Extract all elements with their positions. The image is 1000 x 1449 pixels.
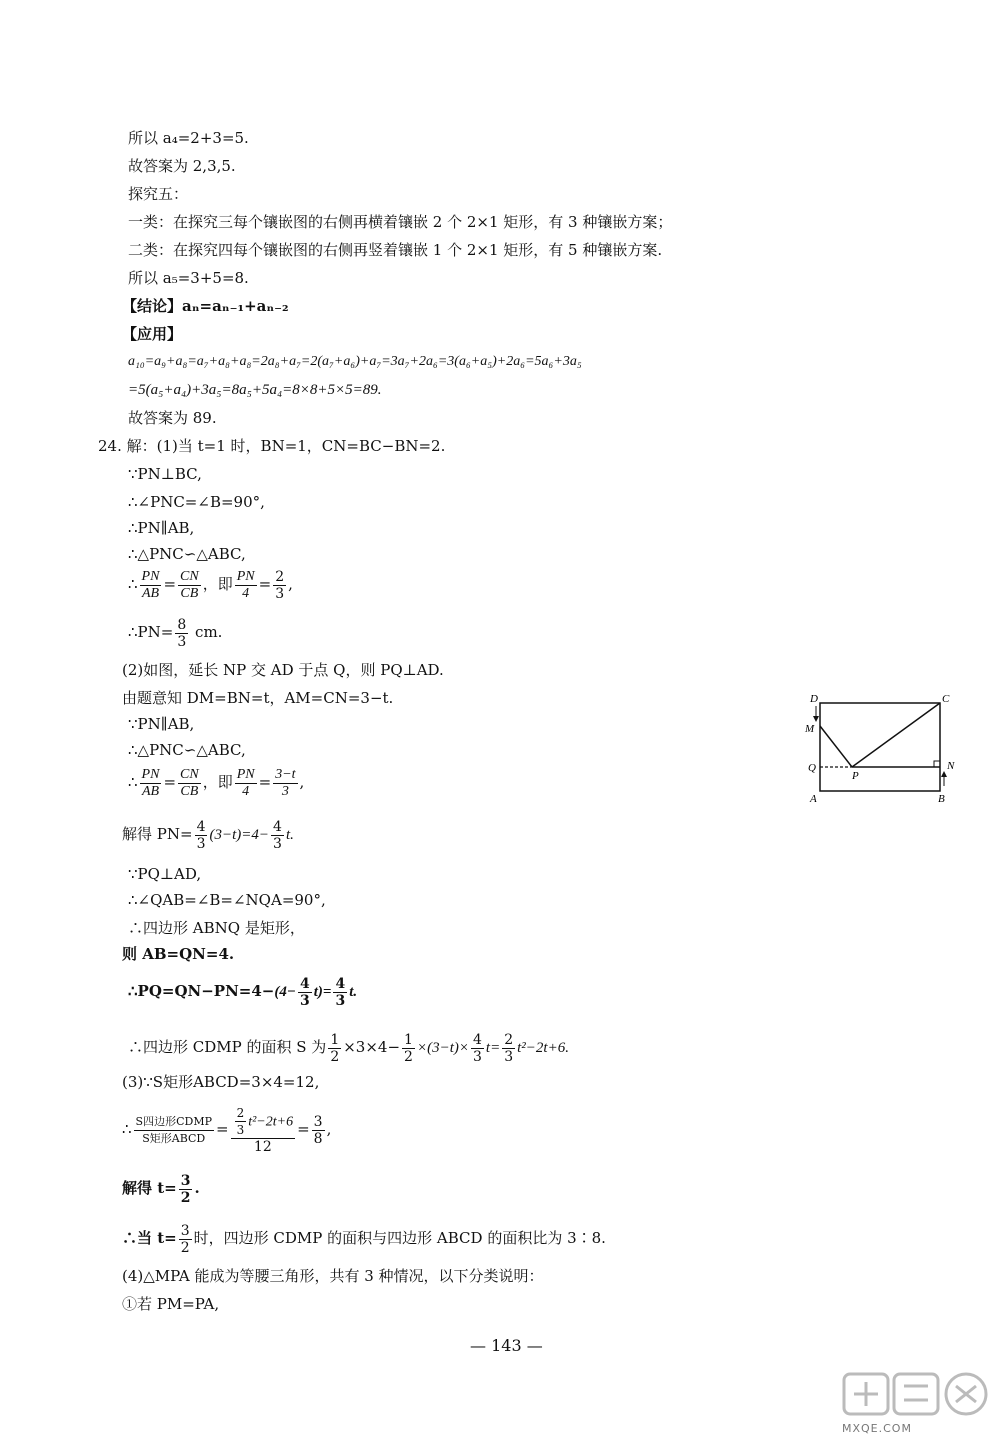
text-line: ∵PQ⊥AD,	[128, 865, 202, 883]
denominator: 3	[299, 992, 310, 1009]
equals-sign: =	[297, 1120, 310, 1138]
fraction	[271, 819, 284, 852]
equation-line	[122, 1104, 331, 1155]
label-m: M	[805, 723, 815, 735]
denominator: 12	[253, 1139, 272, 1155]
fraction	[471, 1032, 484, 1065]
label-d: D	[810, 693, 818, 705]
watermark-logo	[842, 1370, 992, 1440]
fraction	[178, 767, 201, 800]
text-fragment: ,	[326, 1120, 332, 1138]
numerator: 2	[504, 1031, 514, 1048]
text-fragment: cm.	[195, 623, 223, 641]
numerator: PN	[141, 766, 160, 782]
text-fragment: ，即	[202, 575, 233, 593]
numerator: 2	[275, 568, 285, 585]
arrow-down-icon	[813, 716, 819, 722]
text-line: ∴△PNC∽△ABC,	[128, 741, 246, 759]
text-line: (2)如图，延长 NP 交 AD 于点 Q，则 PQ⊥AD.	[122, 661, 444, 679]
fraction	[134, 1114, 214, 1147]
fraction	[195, 819, 208, 852]
fraction	[273, 767, 297, 800]
text-line: 二类：在探究四每个镶嵌图的右侧再竖着镶嵌 1 个 2×1 矩形，有 5 种镶嵌方案.	[128, 241, 663, 259]
equals-sign: =	[163, 575, 177, 593]
fraction	[312, 1114, 325, 1147]
fraction	[333, 976, 347, 1009]
fraction	[273, 569, 286, 602]
denominator: 2	[404, 1048, 413, 1065]
fraction	[328, 1032, 341, 1065]
equation-line	[128, 970, 357, 1013]
equation-line	[128, 762, 304, 802]
fraction	[140, 767, 162, 800]
equation-line	[128, 564, 293, 604]
fraction	[235, 1105, 247, 1138]
numerator: S四边形CDMP	[134, 1114, 214, 1131]
text-line: (3)∵S矩形ABCD=3×4=12,	[122, 1073, 320, 1091]
text-line: ①若 PM=PA,	[122, 1295, 220, 1313]
fraction	[175, 617, 188, 650]
numerator: CN	[180, 766, 199, 782]
denominator: 2	[180, 1189, 191, 1206]
text-fragment: .	[194, 1179, 200, 1197]
denominator: 3	[177, 633, 187, 650]
text-fragment: ∴PN=	[128, 623, 174, 641]
denominator: CB	[180, 585, 199, 601]
denominator: 4	[242, 585, 250, 601]
text-fragment: ∴PQ=QN−PN=4−	[128, 982, 275, 1000]
text-line: 故答案为 2,3,5.	[128, 157, 236, 175]
denominator: AB	[141, 783, 160, 799]
label-p: P	[852, 770, 859, 782]
label-b: B	[938, 793, 945, 805]
denominator: 3	[196, 835, 206, 852]
text-line: ∴∠QAB=∠B=∠NQA=90°,	[128, 891, 326, 909]
fraction	[402, 1032, 415, 1065]
numerator: CN	[180, 568, 199, 584]
denominator: 4	[242, 783, 250, 799]
label-c: C	[942, 693, 950, 705]
denominator: 3	[335, 992, 346, 1009]
text-fragment: ∴四边形 CDMP 的面积 S 为	[128, 1038, 327, 1056]
numerator: 3	[180, 1172, 191, 1189]
text-fragment: ,	[299, 773, 305, 791]
fraction	[235, 767, 257, 800]
text-fragment: ,	[288, 575, 293, 593]
denominator: 3	[273, 835, 282, 852]
text-fragment: t.	[285, 827, 294, 843]
text-fragment: 解得 t=	[122, 1179, 177, 1197]
fraction	[179, 1223, 192, 1256]
fraction	[502, 1032, 515, 1065]
equals-sign: =	[215, 1120, 229, 1138]
numerator: PN	[236, 766, 255, 782]
text-fragment: 解得 PN=	[122, 825, 193, 843]
equals-sign: =	[258, 575, 272, 593]
text-fragment: ∴当 t=	[122, 1229, 177, 1247]
line-cp	[852, 703, 940, 767]
numerator: 8	[177, 616, 187, 633]
text-line: 所以 a₄=2+3=5.	[128, 129, 249, 147]
text-fragment: (3−t)=4−	[209, 827, 270, 843]
text-fragment: t)=	[313, 984, 332, 1000]
numerator: 4	[335, 975, 346, 992]
denominator: 3	[504, 1048, 514, 1065]
numerator: 1	[404, 1031, 413, 1048]
geometry-diagram	[800, 688, 960, 808]
label-n: N	[947, 760, 955, 772]
fraction	[179, 1173, 193, 1206]
therefore-symbol: ∴	[128, 773, 138, 791]
label-a: A	[810, 793, 817, 805]
equals-sign: =	[258, 773, 272, 791]
numerator: 2	[236, 1106, 245, 1120]
denominator: 8	[313, 1130, 323, 1147]
page-number: — 143 —	[470, 1336, 543, 1355]
problem-24-heading: 24. 解：(1)当 t=1 时，BN=1，CN=BC−BN=2.	[98, 437, 446, 455]
line-mp	[820, 726, 852, 767]
numerator: 3	[180, 1222, 190, 1239]
text-line: =5(a₅+a₄)+3a₅=8a₅+5a₄=8×8+5×5=89.	[128, 382, 382, 398]
denominator: 2	[330, 1048, 340, 1065]
fraction	[178, 569, 201, 602]
denominator: 3	[281, 783, 289, 799]
equation-line	[122, 1168, 200, 1208]
therefore-symbol: ∴	[122, 1120, 132, 1138]
denominator: AB	[141, 585, 160, 601]
equation-line	[122, 1218, 606, 1258]
conclusion-line: 【结论】aₙ=aₙ₋₁+aₙ₋₂	[122, 297, 289, 315]
therefore-symbol: ∴	[128, 575, 138, 593]
text-fragment: ，即	[202, 773, 233, 791]
equation-line	[128, 612, 222, 652]
numerator	[231, 1105, 296, 1139]
equation-line	[122, 814, 294, 855]
fraction	[298, 976, 312, 1009]
denominator: 3	[275, 585, 285, 602]
right-angle-mark	[934, 761, 940, 767]
fraction	[140, 569, 162, 602]
text-line: 由题意知 DM=BN=t，AM=CN=3−t.	[122, 689, 394, 707]
numerator: 4	[299, 975, 310, 992]
application-heading: 【应用】	[122, 325, 183, 343]
denominator: CB	[180, 783, 199, 799]
text-line: 所以 a₅=3+5=8.	[128, 269, 249, 287]
text-line: 则 AB=QN=4.	[122, 945, 235, 963]
text-line: 探究五：	[128, 185, 189, 203]
text-line: ∵PN∥AB,	[128, 715, 195, 733]
text-fragment: t²−2t+6.	[517, 1040, 569, 1056]
text-fragment: ×3×4−	[343, 1038, 401, 1056]
numerator: 1	[330, 1031, 340, 1048]
text-fragment: ×(3−t)×	[416, 1040, 469, 1056]
text-fragment: 时，四边形 CDMP 的面积与四边形 ABCD 的面积比为 3∶8.	[193, 1229, 606, 1247]
text-fragment: t=	[485, 1040, 501, 1056]
numerator: PN	[141, 568, 160, 584]
text-line: ∴四边形 ABNQ 是矩形，	[128, 919, 305, 937]
fraction	[235, 569, 257, 602]
text-fragment: (4−	[274, 984, 296, 1000]
numerator: PN	[236, 568, 255, 584]
text-line: ∵PN⊥BC,	[128, 465, 202, 483]
watermark-icon	[842, 1370, 992, 1420]
text-line: ∴∠PNC=∠B=90°,	[128, 493, 265, 511]
numerator: 3−t	[275, 766, 296, 782]
text-fragment: t.	[349, 984, 358, 1000]
denominator: 3	[472, 1048, 482, 1065]
text-line: 故答案为 89.	[128, 409, 217, 427]
text-fragment: t²−2t+6	[248, 1114, 294, 1130]
text-line: 一类：在探究三每个镶嵌图的右侧再横着镶嵌 2 个 2×1 矩形，有 3 种镶嵌方案；	[128, 213, 673, 231]
watermark-text: MXQE.COM	[842, 1422, 912, 1435]
equation-line	[128, 1026, 569, 1069]
numerator: 4	[196, 818, 206, 835]
numerator: 3	[313, 1113, 323, 1130]
numerator: 4	[472, 1031, 482, 1048]
label-q: Q	[808, 762, 816, 774]
equals-sign: =	[163, 773, 177, 791]
text-line: a₁₀=a₉+a₈=a₇+a₈+a₈=2a₈+a₇=2(a₇+a₆)+a₇=3a₇+2a₆=3(a₆+a₅)+2a₆=5a₆+3a₅	[128, 354, 582, 369]
denominator: 2	[180, 1239, 190, 1256]
text-line: ∴△PNC∽△ABC,	[128, 545, 246, 563]
denominator: 3	[236, 1123, 245, 1137]
fraction	[231, 1105, 296, 1155]
text-line: ∴PN∥AB,	[128, 519, 195, 537]
text-line: (4)△MPA 能成为等腰三角形，共有 3 种情况，以下分类说明：	[122, 1267, 544, 1285]
numerator: 4	[273, 818, 282, 835]
denominator: S矩形ABCD	[142, 1131, 206, 1145]
